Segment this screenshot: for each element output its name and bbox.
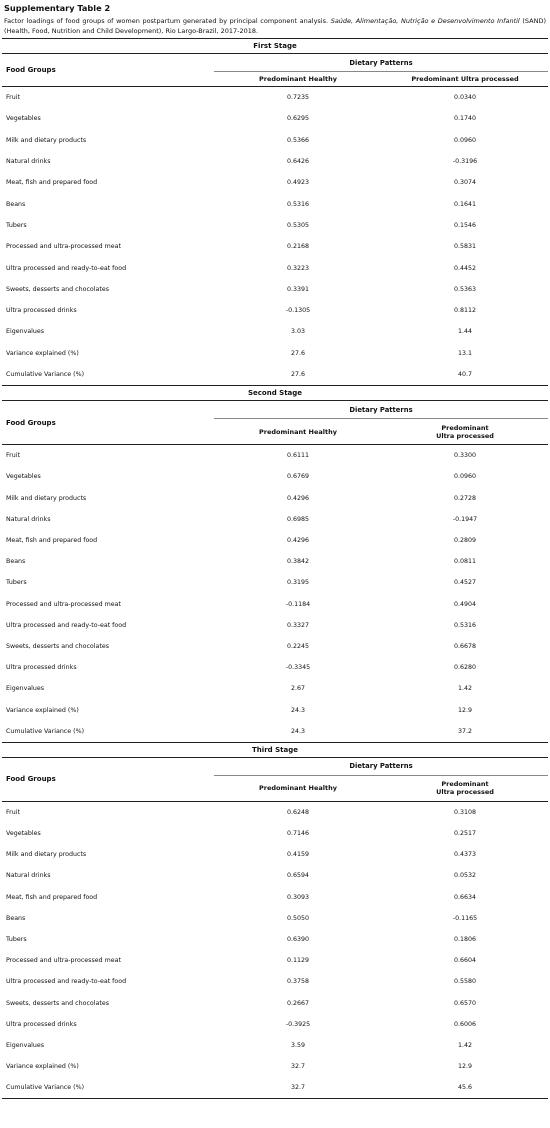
ultra-header-line1: Predominant (441, 780, 489, 789)
stage-rows (2, 445, 548, 743)
stage-rows (2, 87, 548, 386)
ultra-loading: 0.1806 (453, 936, 477, 943)
table-row (2, 865, 548, 886)
healthy-loading: 3.59 (290, 1041, 306, 1049)
row-label: Ultra processed drinks (6, 664, 77, 672)
stage-title: Second Stage (2, 386, 548, 401)
row-label: Variance explained (%) (6, 706, 79, 714)
healthy-loading: -0.1305 (285, 307, 311, 315)
food-groups-header: Food Groups (2, 54, 214, 87)
row-label: Ultra processed drinks (6, 1020, 77, 1028)
table-row (2, 657, 548, 678)
ultra-loading: 0.2809 (453, 537, 477, 544)
table-row (2, 300, 548, 321)
row-label: Milk and dietary products (6, 851, 87, 859)
ultra-processed-header (382, 775, 548, 801)
stage-section (2, 39, 548, 87)
header-row (2, 757, 548, 775)
healthy-loading: 0.3195 (286, 579, 310, 587)
row-label: Ultra processed and ready-to-eat food (6, 621, 127, 629)
table-row (2, 364, 548, 386)
healthy-loading: 24.3 (290, 706, 306, 714)
healthy-loading: 0.6390 (286, 936, 310, 943)
healthy-header: Predominant Healthy (214, 419, 382, 445)
row-label: Tubers (6, 936, 27, 943)
stage-rows (2, 801, 548, 1099)
healthy-loading: 0.4296 (286, 537, 310, 544)
row-label: Beans (6, 914, 26, 922)
table-row (2, 615, 548, 636)
healthy-loading: 0.2667 (286, 999, 310, 1007)
healthy-loading: 0.6111 (286, 452, 310, 460)
stage-section (2, 386, 548, 445)
healthy-loading: 0.3093 (286, 893, 310, 901)
ultra-loading: 12.9 (457, 706, 473, 714)
table-row (2, 699, 548, 720)
healthy-loading: 0.7146 (286, 830, 310, 838)
ultra-loading: 0.1546 (453, 221, 477, 229)
ultra-loading: 0.1641 (453, 200, 477, 208)
ultra-loading: 0.4904 (453, 600, 477, 608)
healthy-loading: 32.7 (290, 1063, 306, 1071)
caption-text: Factor loadings of food groups of women postpartum generated by principal component analysis. (4, 17, 331, 25)
healthy-loading: 0.6769 (286, 473, 310, 481)
healthy-loading: 0.5050 (286, 914, 310, 922)
healthy-loading: 27.6 (214, 364, 382, 386)
ultra-loading: 0.0532 (453, 872, 477, 880)
ultra-loading: 0.5316 (453, 621, 477, 629)
ultra-loading: 0.3074 (453, 179, 477, 187)
table-row (2, 236, 548, 257)
ultra-loading: 0.0960 (453, 136, 477, 144)
row-label: Eigenvalues (6, 1041, 45, 1049)
stage-header-row (2, 742, 548, 757)
stage-title: Third Stage (2, 742, 548, 757)
table-row (2, 950, 548, 971)
row-label: Fruit (6, 452, 20, 460)
ultra-loading: -0.1165 (452, 914, 478, 922)
caption-italic: Saúde, Alimentação, Nutrição e Desenvolvimento Infantil (330, 17, 520, 25)
ultra-loading: 1.42 (457, 1041, 473, 1049)
ultra-loading: 0.4452 (453, 264, 477, 272)
healthy-loading: -0.3345 (285, 664, 311, 672)
food-groups-header: Food Groups (2, 401, 214, 445)
table-row (2, 488, 548, 509)
stage-section (2, 742, 548, 801)
table-row (2, 1056, 548, 1077)
ultra-loading: 40.7 (382, 364, 548, 386)
table-row (2, 343, 548, 364)
table-row (2, 108, 548, 129)
row-label: Milk and dietary products (6, 136, 87, 144)
table-row (2, 193, 548, 214)
healthy-loading: 2.67 (290, 685, 306, 693)
healthy-loading: 27.6 (290, 349, 306, 357)
document-title: Supplementary Table 2 (4, 3, 111, 13)
row-label: Meat, fish and prepared food (6, 893, 98, 901)
ultra-loading: 0.4373 (453, 851, 477, 859)
table-row (2, 908, 548, 929)
table-row (2, 844, 548, 865)
row-label: Ultra processed drinks (6, 307, 77, 315)
ultra-loading: 0.6678 (453, 642, 477, 650)
healthy-loading: 0.3842 (286, 558, 310, 566)
row-label: Vegetables (6, 473, 41, 481)
healthy-loading: 0.5366 (286, 136, 310, 144)
ultra-loading: 0.5580 (453, 978, 477, 986)
row-label: Eigenvalues (6, 685, 45, 693)
row-label: Ultra processed and ready-to-eat food (6, 978, 127, 986)
table-row (2, 1035, 548, 1056)
healthy-loading: 0.5316 (286, 200, 310, 208)
healthy-loading: 0.2168 (286, 243, 310, 251)
ultra-loading: 0.0340 (453, 94, 477, 102)
table-row (2, 678, 548, 699)
table-row (2, 1014, 548, 1035)
ultra-loading: 1.42 (457, 685, 473, 693)
row-label: Ultra processed and ready-to-eat food (6, 264, 127, 272)
row-label: Tubers (6, 579, 27, 587)
healthy-loading: 0.2245 (286, 642, 310, 650)
row-label: Vegetables (6, 115, 41, 123)
ultra-loading: 0.8112 (453, 307, 477, 315)
row-label: Beans (6, 200, 26, 208)
healthy-loading: 0.6594 (286, 872, 310, 880)
ultra-loading: 0.0960 (453, 473, 477, 481)
ultra-loading: -0.1947 (452, 515, 478, 523)
table-row (2, 445, 548, 467)
stage-header-row (2, 386, 548, 401)
healthy-loading: 0.7235 (286, 94, 310, 102)
table-row (2, 929, 548, 950)
table-row (2, 130, 548, 151)
row-label: Processed and ultra-processed meat (6, 600, 121, 608)
header-row (2, 54, 548, 72)
row-label: Meat, fish and prepared food (6, 537, 98, 544)
factor-loadings-table (2, 38, 548, 1099)
row-label: Meat, fish and prepared food (6, 179, 98, 187)
table-row (2, 572, 548, 593)
ultra-loading: 0.2728 (453, 494, 477, 502)
row-label: Sweets, desserts and chocolates (6, 642, 109, 650)
ultra-header-line1: Predominant (441, 423, 489, 432)
healthy-loading: 0.6985 (286, 515, 310, 523)
table-row (2, 172, 548, 193)
table-row (2, 823, 548, 844)
table-row (2, 530, 548, 551)
healthy-loading: 0.4296 (286, 494, 310, 502)
ultra-loading: 0.0811 (453, 558, 477, 566)
ultra-loading: 0.6570 (453, 999, 477, 1007)
row-label: Milk and dietary products (6, 494, 87, 502)
table-caption (0, 14, 550, 38)
stage-title: First Stage (2, 39, 548, 54)
ultra-loading: 0.6006 (453, 1020, 477, 1028)
row-label: Beans (6, 558, 26, 566)
row-label: Fruit (6, 94, 20, 102)
healthy-header: Predominant Healthy (214, 775, 382, 801)
ultra-header-line2: Ultra processed (436, 431, 494, 440)
row-label: Natural drinks (6, 158, 51, 166)
table-row (2, 151, 548, 172)
table-row (2, 971, 548, 992)
table-row (2, 215, 548, 236)
table-row (2, 636, 548, 657)
row-label: Variance explained (%) (6, 349, 79, 357)
table-row (2, 257, 548, 278)
ultra-loading: 13.1 (457, 349, 473, 357)
stage-header-row (2, 39, 548, 54)
food-groups-header: Food Groups (2, 757, 214, 801)
ultra-loading: 0.1740 (453, 115, 477, 123)
healthy-loading: 32.7 (214, 1077, 382, 1099)
dietary-patterns-header: Dietary Patterns (214, 54, 548, 72)
ultra-loading: 0.4527 (453, 579, 477, 587)
ultra-loading: 0.2517 (453, 830, 477, 838)
table-row (2, 721, 548, 743)
dietary-patterns-header: Dietary Patterns (214, 401, 548, 419)
ultra-loading: 0.3108 (453, 808, 477, 816)
row-label: Vegetables (6, 830, 41, 838)
table-row (2, 509, 548, 530)
header-row (2, 401, 548, 419)
row-label: Natural drinks (6, 872, 51, 880)
row-label: Cumulative Variance (%) (2, 364, 214, 386)
healthy-loading: 0.6295 (286, 115, 310, 123)
ultra-loading: 37.2 (382, 721, 548, 743)
row-label: Fruit (6, 808, 20, 816)
ultra-processed-header (382, 419, 548, 445)
healthy-loading: -0.3925 (285, 1020, 311, 1028)
ultra-header-line2: Ultra processed (436, 788, 494, 797)
healthy-loading: 0.3758 (286, 978, 310, 986)
table-row (2, 887, 548, 908)
healthy-loading: 0.1129 (286, 957, 310, 965)
healthy-loading: 0.6426 (286, 158, 310, 166)
healthy-loading: -0.1184 (285, 600, 311, 608)
caption-text-end: (SAND) (Health, Food, Nutrition and Child Development), Rio Largo-Brazil, 2017-2018. (4, 17, 546, 35)
table-row (2, 992, 548, 1013)
table-row (2, 593, 548, 614)
ultra-loading: 0.5831 (453, 243, 477, 251)
ultra-loading: 0.3300 (453, 452, 477, 460)
row-label: Processed and ultra-processed meat (6, 243, 121, 251)
healthy-loading: 24.3 (214, 721, 382, 743)
healthy-loading: 0.3391 (286, 285, 310, 293)
row-label: Eigenvalues (6, 328, 45, 336)
dietary-patterns-header: Dietary Patterns (214, 757, 548, 775)
ultra-loading: 1.44 (457, 328, 473, 336)
table-row (2, 551, 548, 572)
row-label: Cumulative Variance (%) (2, 721, 214, 743)
ultra-loading: 0.6634 (453, 893, 477, 901)
ultra-loading: 12.9 (457, 1063, 473, 1071)
healthy-loading: 0.5305 (286, 221, 310, 229)
table-row (2, 801, 548, 823)
row-label: Sweets, desserts and chocolates (6, 999, 109, 1007)
ultra-loading: -0.3196 (452, 158, 478, 166)
table-row (2, 279, 548, 300)
row-label: Sweets, desserts and chocolates (6, 285, 109, 293)
row-label: Tubers (6, 221, 27, 229)
table-row (2, 321, 548, 342)
healthy-header: Predominant Healthy (214, 72, 382, 87)
ultra-loading: 0.6280 (453, 664, 477, 672)
ultra-loading: 45.6 (382, 1077, 548, 1099)
healthy-loading: 3.03 (290, 328, 306, 336)
ultra-loading: 0.6604 (453, 957, 477, 965)
healthy-loading: 0.4159 (286, 851, 310, 859)
healthy-loading: 0.3327 (286, 621, 310, 629)
table-row (2, 87, 548, 109)
row-label: Cumulative Variance (%) (2, 1077, 214, 1099)
row-label: Processed and ultra-processed meat (6, 957, 121, 965)
ultra-processed-header: Predominant Ultra processed (382, 72, 548, 87)
row-label: Natural drinks (6, 515, 51, 523)
healthy-loading: 0.6248 (286, 808, 310, 816)
healthy-loading: 0.4923 (286, 179, 310, 187)
table-row (2, 466, 548, 487)
table-row (2, 1077, 548, 1099)
row-label: Variance explained (%) (6, 1063, 79, 1071)
ultra-loading: 0.5363 (453, 285, 477, 293)
healthy-loading: 0.3223 (286, 264, 310, 272)
